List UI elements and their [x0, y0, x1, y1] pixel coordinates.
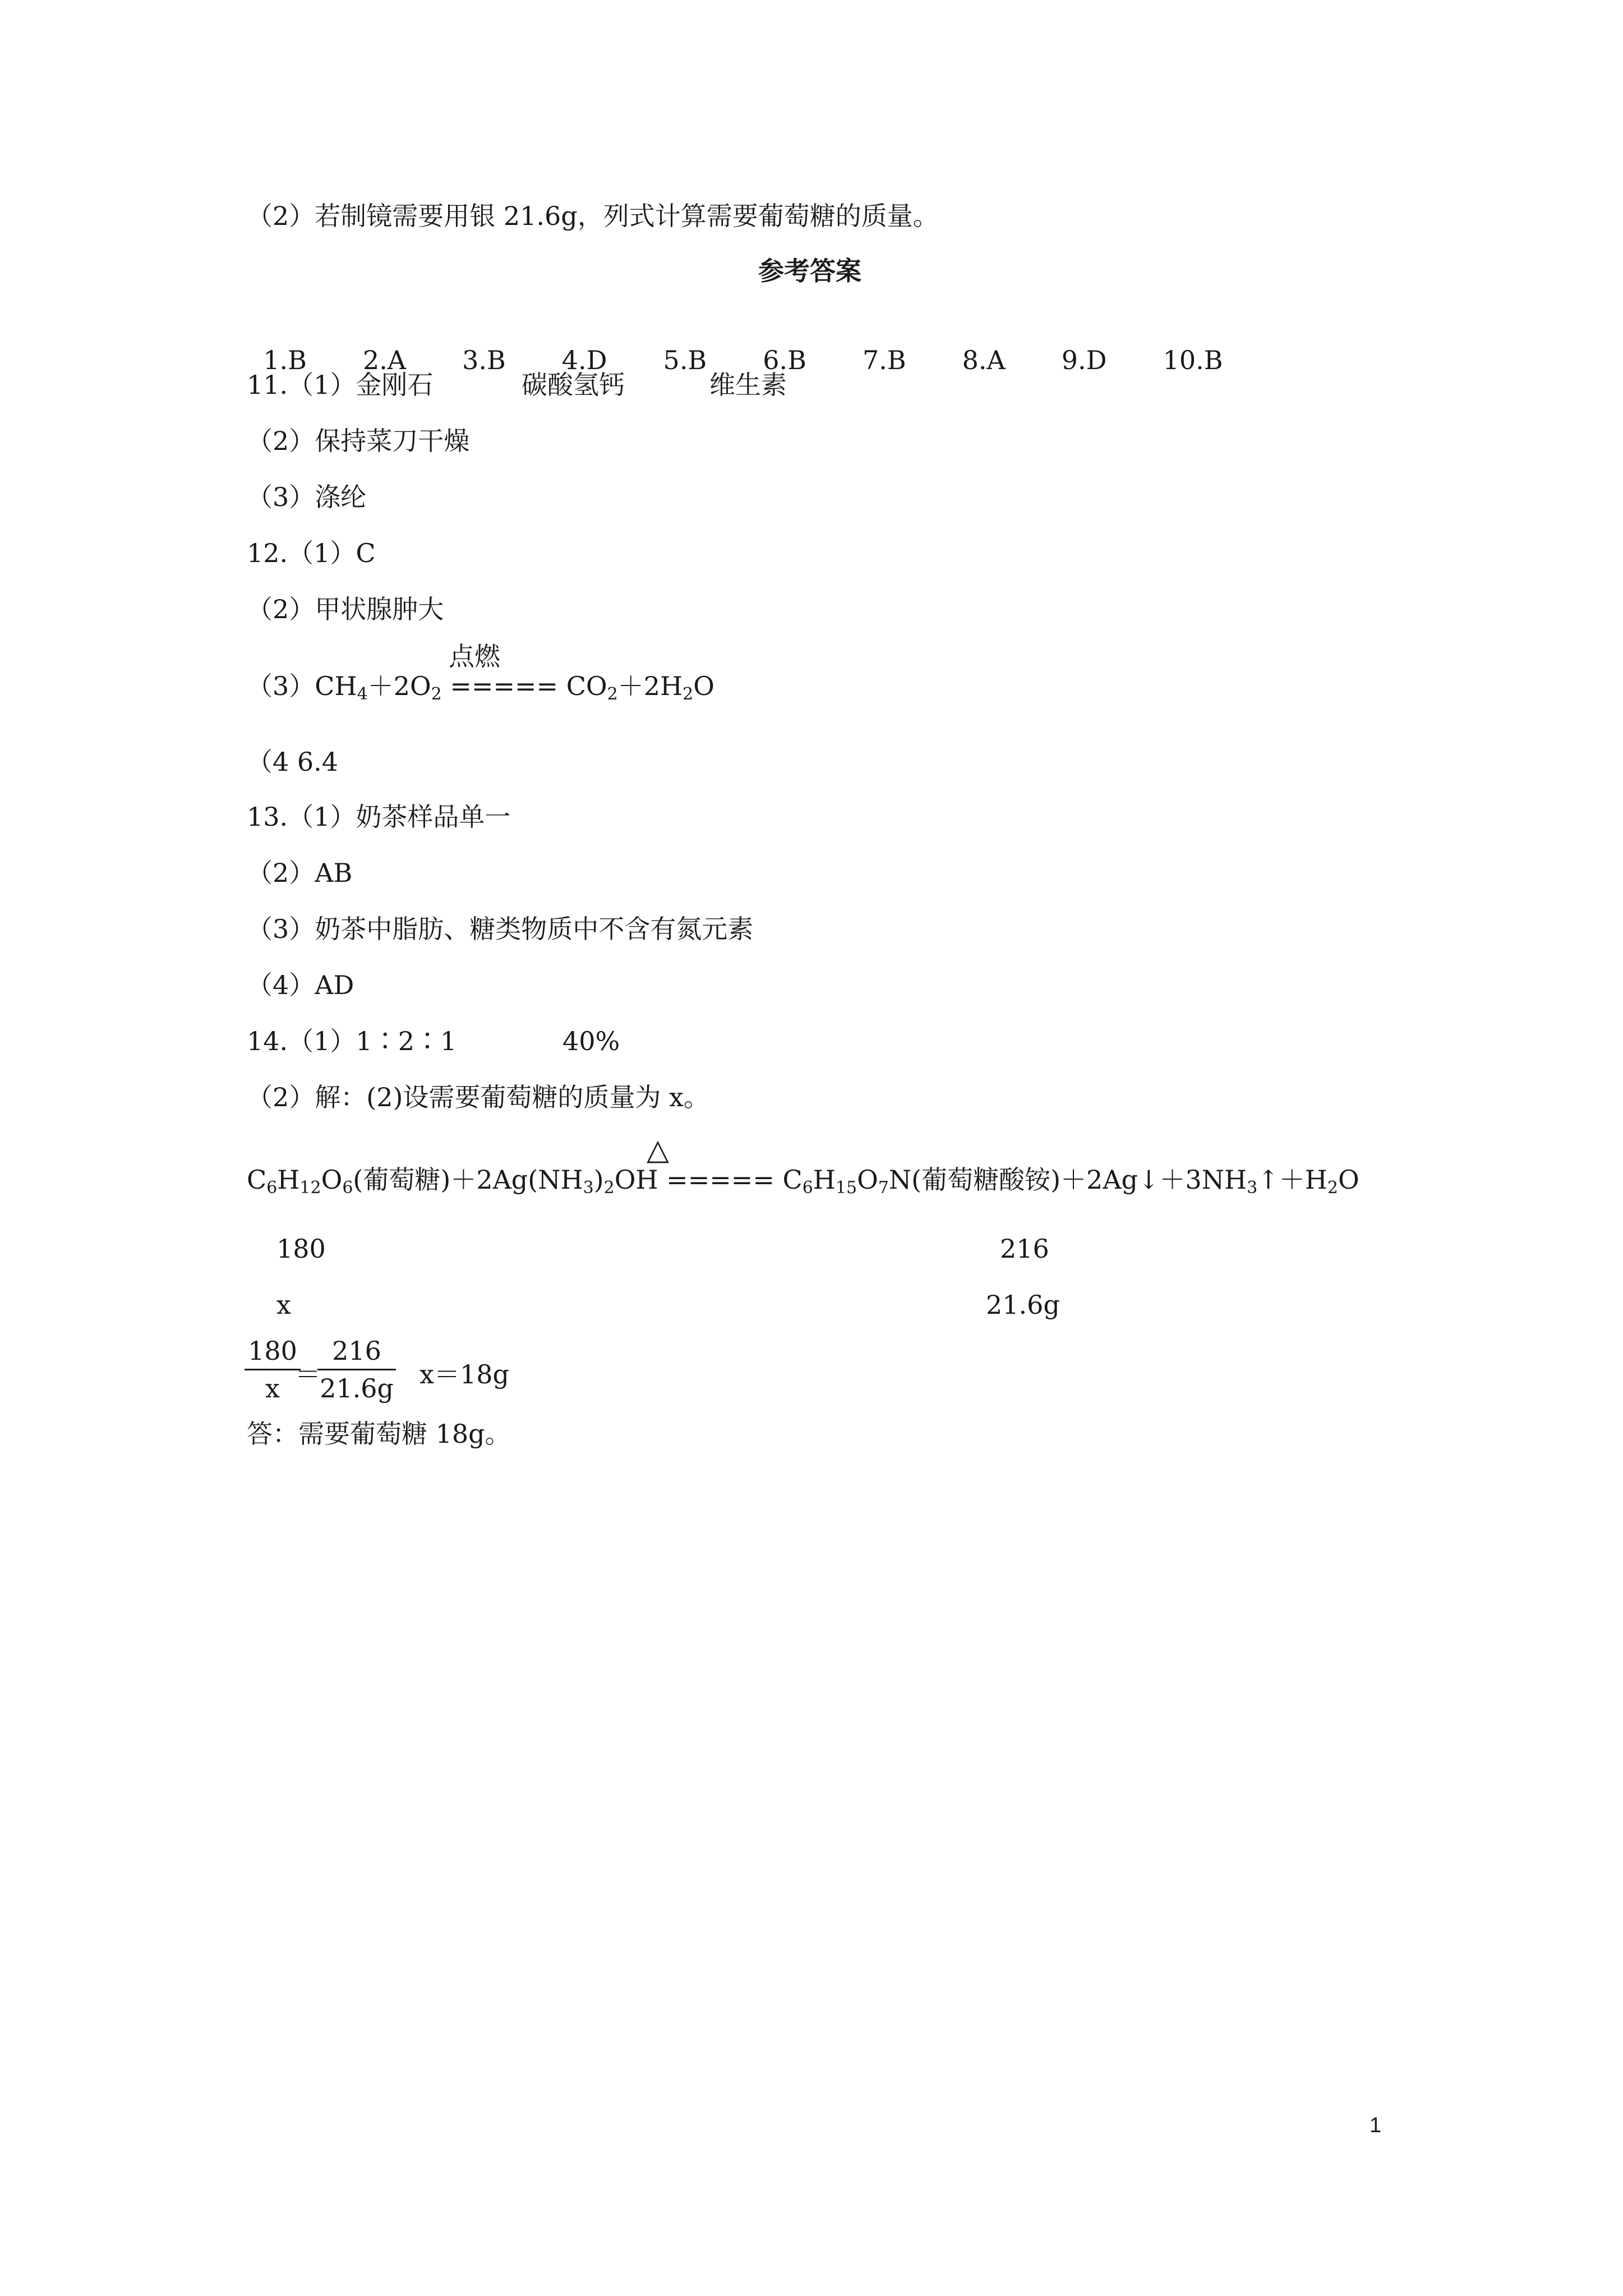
molar-mass-glucose: 180 [276, 1234, 326, 1264]
q12-answer-4: （4 6.4 [247, 747, 339, 777]
mc-answer: 2.A [362, 345, 407, 375]
q14-answer-1a: 14.（1）1∶2∶1 [247, 1026, 457, 1056]
reaction-condition-ignite: 点燃 [449, 641, 500, 671]
fraction-left-numerator: 180 [245, 1335, 301, 1370]
page-number: 1 [1370, 2114, 1382, 2137]
mc-answer: 7.B [862, 345, 906, 375]
fraction-right [317, 1335, 396, 1404]
fraction-left-denominator: x [265, 1373, 280, 1404]
q11-answer-1: 11.（1）金刚石 [247, 370, 434, 400]
q12-equation-prefix: （3） [247, 671, 315, 701]
glucose-silver-mirror-equation: $C_6H_{12}O_6$(葡萄糖)$+2Ag(NH_3)_2OH$ ===== $C_6H_{15}O_7N$(葡萄糖酸铵)$+2Ag↓+3NH_3↑+H_2O$ [247, 1165, 1359, 1198]
q13-answer-2: （2）AB [247, 858, 353, 888]
given-silver-mass: 21.6g [986, 1290, 1060, 1320]
q14-answer-1b: 40% [562, 1026, 620, 1056]
q14-answer-2: （2）解：(2)设需要葡萄糖的质量为 x。 [247, 1082, 709, 1112]
fraction-left [245, 1335, 301, 1404]
q11-answer-3: （3）涤纶 [247, 482, 367, 512]
fraction-right-denominator: 21.6g [320, 1373, 394, 1404]
question-text: （2）若制镜需要用银 21.6g，列式计算需要葡萄糖的质量。 [247, 201, 939, 231]
q13-answer-3: （3）奶茶中脂肪、糖类物质中不含有氮元素 [247, 914, 754, 944]
answer-title: 参考答案 [758, 256, 861, 286]
mc-answer: 6.B [763, 345, 806, 375]
q11-answer-2: （2）保持菜刀干燥 [247, 426, 470, 456]
q13-answer-1: 13.（1）奶茶样品单一 [247, 802, 511, 832]
equals-sign: ＝ [295, 1359, 321, 1389]
reaction-condition-heat: △ [647, 1133, 669, 1167]
result: x＝18g [419, 1359, 509, 1389]
q12-answer-1: 12.（1）C [247, 538, 376, 568]
q11-answer-1c: 维生素 [709, 370, 787, 400]
q12-equation: $(3)CH_4+2O_2$ ===== $CO_2+2H_2O$ [247, 671, 714, 704]
mc-answer: 10.B [1163, 345, 1223, 375]
final-answer: 答：需要葡萄糖 18g。 [247, 1419, 511, 1449]
mc-answer: 8.A [962, 345, 1006, 375]
q13-answer-4: （4）AD [247, 970, 354, 1000]
q12-answer-2: （2）甲状腺肿大 [247, 594, 444, 624]
mc-answer: 3.B [462, 345, 506, 375]
mc-answer: 1.B [263, 345, 307, 375]
mc-answer: 5.B [663, 345, 707, 375]
mc-answer-row [247, 313, 1223, 376]
molar-mass-silver: 216 [1000, 1234, 1049, 1264]
q11-answer-1b: 碳酸氢钙 [522, 370, 625, 400]
mc-answer: 9.D [1061, 345, 1107, 375]
fraction-right-numerator: 216 [317, 1335, 396, 1370]
mc-answer: 4.D [561, 345, 607, 375]
unknown-glucose-mass: x [276, 1290, 291, 1320]
